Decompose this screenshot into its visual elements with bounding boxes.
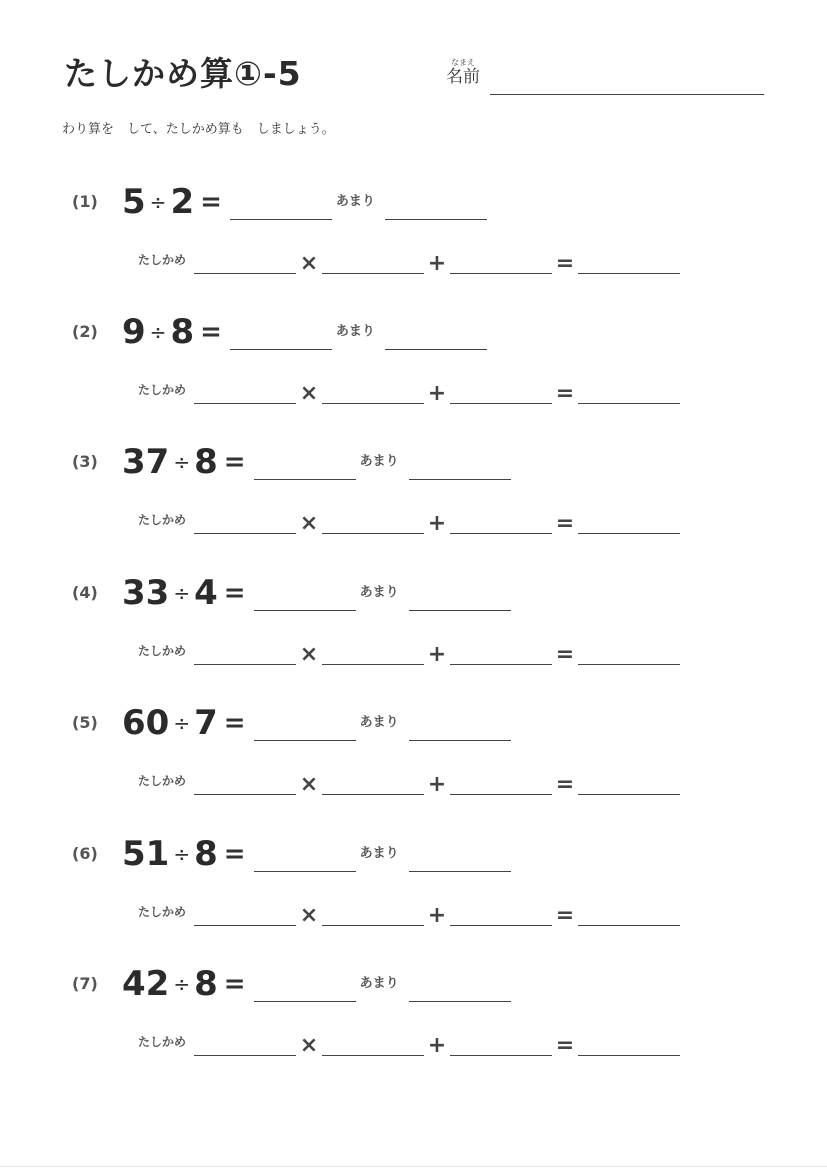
check-row	[138, 508, 680, 538]
equals-sign: =	[555, 250, 575, 276]
remainder-label: あまり	[359, 845, 399, 861]
equals-sign: =	[555, 902, 575, 928]
quotient-answer-field[interactable]	[254, 977, 356, 1002]
division-expression	[122, 960, 511, 1008]
divisor: 8	[170, 312, 195, 352]
times-sign: ×	[299, 641, 319, 667]
dividend: 5	[122, 182, 146, 222]
quotient-answer-field[interactable]	[254, 847, 356, 872]
problem-number: (2)	[72, 322, 98, 341]
problem-3	[0, 442, 827, 560]
check-quotient-field[interactable]	[322, 383, 424, 404]
page-bottom-divider	[0, 1166, 827, 1167]
problem-number: (5)	[72, 713, 98, 732]
problem-4	[0, 573, 827, 691]
remainder-label: あまり	[335, 193, 375, 209]
dividend: 33	[122, 573, 170, 613]
plus-sign: +	[427, 771, 447, 797]
divide-sign: ÷	[173, 711, 191, 735]
division-expression	[122, 830, 511, 878]
remainder-label: あまり	[359, 714, 399, 730]
divisor: 8	[194, 834, 218, 874]
divisor: 2	[170, 182, 195, 222]
divisor: 4	[194, 573, 218, 613]
page-title: たしかめ算①-5	[64, 54, 302, 93]
check-result-field[interactable]	[578, 1035, 680, 1056]
check-result-field[interactable]	[578, 905, 680, 926]
check-divisor-field[interactable]	[194, 1035, 296, 1056]
equals-sign: =	[200, 187, 222, 217]
check-result-field[interactable]	[578, 383, 680, 404]
check-result-field[interactable]	[578, 644, 680, 665]
division-expression	[122, 438, 511, 486]
divide-sign: ÷	[173, 450, 191, 474]
check-divisor-field[interactable]	[194, 905, 296, 926]
problem-5	[0, 703, 827, 821]
check-result-field[interactable]	[578, 253, 680, 274]
check-label: たしかめ	[138, 512, 187, 527]
plus-sign: +	[427, 510, 447, 536]
instruction-text: わり算を して、たしかめ算も しましょう。	[62, 122, 335, 137]
remainder-label: あまり	[335, 323, 375, 339]
check-quotient-field[interactable]	[322, 513, 424, 534]
check-quotient-field[interactable]	[322, 774, 424, 795]
plus-sign: +	[427, 1032, 447, 1058]
name-field[interactable]	[490, 94, 764, 95]
dividend: 60	[122, 703, 170, 743]
plus-sign: +	[427, 380, 447, 406]
check-divisor-field[interactable]	[194, 383, 296, 404]
dividend: 37	[122, 442, 170, 482]
check-row	[138, 639, 680, 669]
remainder-answer-field[interactable]	[385, 325, 487, 350]
times-sign: ×	[299, 771, 319, 797]
equals-sign: =	[555, 641, 575, 667]
check-row	[138, 248, 680, 278]
divisor: 8	[194, 442, 218, 482]
check-row	[138, 378, 680, 408]
check-remainder-field[interactable]	[450, 383, 552, 404]
check-label: たしかめ	[138, 643, 187, 658]
division-expression	[122, 308, 487, 356]
equals-sign: =	[223, 447, 246, 477]
check-remainder-field[interactable]	[450, 644, 552, 665]
quotient-answer-field[interactable]	[230, 325, 332, 350]
equals-sign: =	[223, 708, 246, 738]
times-sign: ×	[299, 380, 319, 406]
remainder-label: あまり	[359, 453, 399, 469]
division-expression	[122, 569, 511, 617]
remainder-answer-field[interactable]	[409, 977, 511, 1002]
plus-sign: +	[427, 641, 447, 667]
check-remainder-field[interactable]	[450, 513, 552, 534]
dividend: 42	[122, 964, 170, 1004]
check-label: たしかめ	[138, 773, 187, 788]
problem-number: (6)	[72, 844, 98, 863]
problem-number: (1)	[72, 192, 98, 211]
name-label	[446, 58, 480, 87]
check-divisor-field[interactable]	[194, 644, 296, 665]
times-sign: ×	[299, 1032, 319, 1058]
plus-sign: +	[427, 250, 447, 276]
check-remainder-field[interactable]	[450, 774, 552, 795]
remainder-answer-field[interactable]	[409, 455, 511, 480]
check-row	[138, 900, 680, 930]
quotient-answer-field[interactable]	[230, 195, 332, 220]
check-remainder-field[interactable]	[450, 905, 552, 926]
remainder-answer-field[interactable]	[409, 586, 511, 611]
times-sign: ×	[299, 510, 319, 536]
check-quotient-field[interactable]	[322, 1035, 424, 1056]
quotient-answer-field[interactable]	[254, 586, 356, 611]
equals-sign: =	[223, 578, 246, 608]
name-kanji: 名前	[446, 67, 480, 87]
check-result-field[interactable]	[578, 513, 680, 534]
remainder-label: あまり	[359, 584, 399, 600]
plus-sign: +	[427, 902, 447, 928]
divisor: 8	[194, 964, 218, 1004]
equals-sign: =	[555, 380, 575, 406]
division-expression	[122, 699, 511, 747]
check-remainder-field[interactable]	[450, 253, 552, 274]
dividend: 9	[122, 312, 146, 352]
check-label: たしかめ	[138, 904, 187, 919]
check-quotient-field[interactable]	[322, 644, 424, 665]
divide-sign: ÷	[173, 581, 191, 605]
equals-sign: =	[223, 969, 246, 999]
remainder-answer-field[interactable]	[385, 195, 487, 220]
check-divisor-field[interactable]	[194, 513, 296, 534]
remainder-answer-field[interactable]	[409, 847, 511, 872]
check-quotient-field[interactable]	[322, 905, 424, 926]
equals-sign: =	[555, 771, 575, 797]
problem-number: (7)	[72, 974, 98, 993]
equals-sign: =	[200, 317, 222, 347]
quotient-answer-field[interactable]	[254, 455, 356, 480]
equals-sign: =	[555, 510, 575, 536]
check-divisor-field[interactable]	[194, 253, 296, 274]
check-row	[138, 1030, 680, 1060]
problem-1	[0, 182, 827, 300]
problem-6	[0, 834, 827, 952]
dividend: 51	[122, 834, 170, 874]
check-result-field[interactable]	[578, 774, 680, 795]
check-quotient-field[interactable]	[322, 253, 424, 274]
divide-sign: ÷	[173, 972, 191, 996]
times-sign: ×	[299, 250, 319, 276]
equals-sign: =	[223, 839, 246, 869]
equals-sign: =	[555, 1032, 575, 1058]
check-divisor-field[interactable]	[194, 774, 296, 795]
name-ruby: なまえ	[451, 58, 475, 67]
divide-sign: ÷	[173, 842, 191, 866]
times-sign: ×	[299, 902, 319, 928]
name-area	[446, 58, 766, 98]
remainder-answer-field[interactable]	[409, 716, 511, 741]
division-expression	[122, 178, 487, 226]
problem-2	[0, 312, 827, 430]
divide-sign: ÷	[149, 320, 167, 344]
check-remainder-field[interactable]	[450, 1035, 552, 1056]
divide-sign: ÷	[149, 190, 167, 214]
problem-7	[0, 964, 827, 1082]
problem-number: (4)	[72, 583, 98, 602]
problem-number: (3)	[72, 452, 98, 471]
remainder-label: あまり	[359, 975, 399, 991]
check-label: たしかめ	[138, 382, 187, 397]
check-label: たしかめ	[138, 1034, 187, 1049]
divisor: 7	[194, 703, 218, 743]
check-row	[138, 769, 680, 799]
quotient-answer-field[interactable]	[254, 716, 356, 741]
check-label: たしかめ	[138, 252, 187, 267]
